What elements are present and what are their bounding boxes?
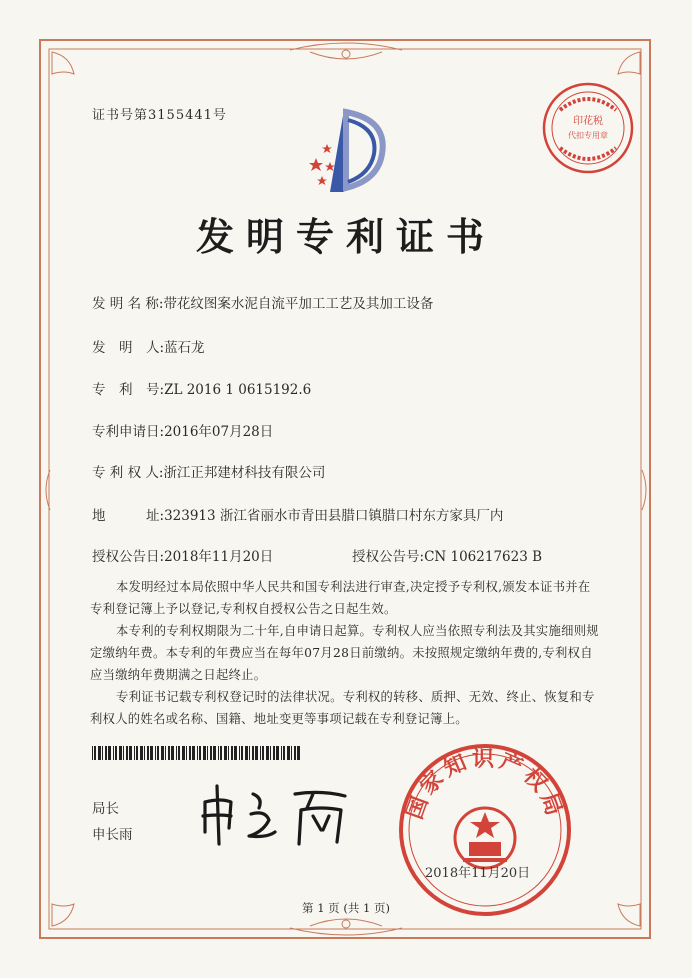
body-paragraph: 本发明经过本局依照中华人民共和国专利法进行审查,决定授予专利权,颁发本证书并在专利登记簿上予以登记,专利权自授权公告之日起生效。: [90, 580, 591, 616]
director-title: 局长: [92, 801, 119, 817]
inventor-value: 蓝石龙: [164, 340, 205, 356]
grant-date-value: 2018年11月20日: [164, 549, 274, 565]
patent-number-value: ZL 2016 1 0615192.6: [164, 382, 312, 398]
body-paragraph: 专利证书记载专利权登记时的法律状况。专利权的转移、质押、无效、终止、恢复和专利权人的姓名或名称、国籍、地址变更等事项记载在专利登记簿上。: [90, 690, 595, 726]
certificate-body: [90, 576, 600, 730]
inventor-label: 发 明 人:: [92, 340, 165, 356]
inventor-row: [92, 336, 205, 356]
barcode: [92, 746, 302, 760]
director-name: 申长雨: [92, 827, 133, 843]
certificate-number: 证书号第3155441号: [92, 108, 227, 123]
patentee-value: 浙江正邦建材科技有限公司: [163, 465, 326, 481]
filing-date-label: 专利申请日:: [92, 424, 165, 440]
svg-text:国家知识产权局: [403, 747, 568, 822]
patent-number-row: [92, 378, 311, 398]
grant-number-row: [352, 545, 542, 565]
seal-text: 国家知识产权局: [402, 747, 568, 823]
certificate-title: 发明专利证书: [195, 215, 496, 259]
svg-text:代扣专用章: 代扣专用章: [568, 131, 608, 140]
page-number: 第 1 页 (共 1 页): [302, 901, 390, 915]
patentee-label: 专 利 权 人:: [92, 465, 164, 481]
grant-date-row: [92, 545, 273, 565]
address-label: 地 址:: [92, 508, 165, 524]
director-signature: [195, 780, 365, 850]
invention-name-label: 发 明 名 称:: [92, 296, 164, 312]
patentee-row: [92, 461, 325, 481]
filing-date-row: [92, 420, 273, 440]
tax-stamp-seal: [540, 80, 636, 176]
invention-name-row: [92, 292, 433, 312]
invention-name-value: 带花纹图案水泥自流平加工工艺及其加工设备: [163, 296, 434, 312]
body-paragraph: 本专利的专利权期限为二十年,自申请日起算。专利权人应当依照专利法及其实施细则规定缴纳年费。本专利的年费应当在每年07月28日前缴纳。未按照规定缴纳年费的,专利权自应当缴纳年费期满之日起终止。: [90, 624, 599, 682]
issue-date: 2018年11月20日: [425, 866, 531, 881]
address-row: [92, 504, 503, 524]
address-value: 323913 浙江省丽水市青田县腊口镇腊口村东方家具厂内: [164, 508, 504, 524]
grant-number-label: 授权公告号:: [352, 549, 425, 565]
grant-number-value: CN 106217623 B: [424, 549, 543, 565]
filing-date-value: 2016年07月28日: [164, 424, 274, 440]
patent-number-label: 专 利 号:: [92, 382, 165, 398]
patent-office-seal: [397, 742, 573, 918]
patent-office-logo: [300, 100, 390, 200]
grant-date-label: 授权公告日:: [92, 549, 165, 565]
svg-text:印花税: 印花税: [573, 116, 603, 127]
